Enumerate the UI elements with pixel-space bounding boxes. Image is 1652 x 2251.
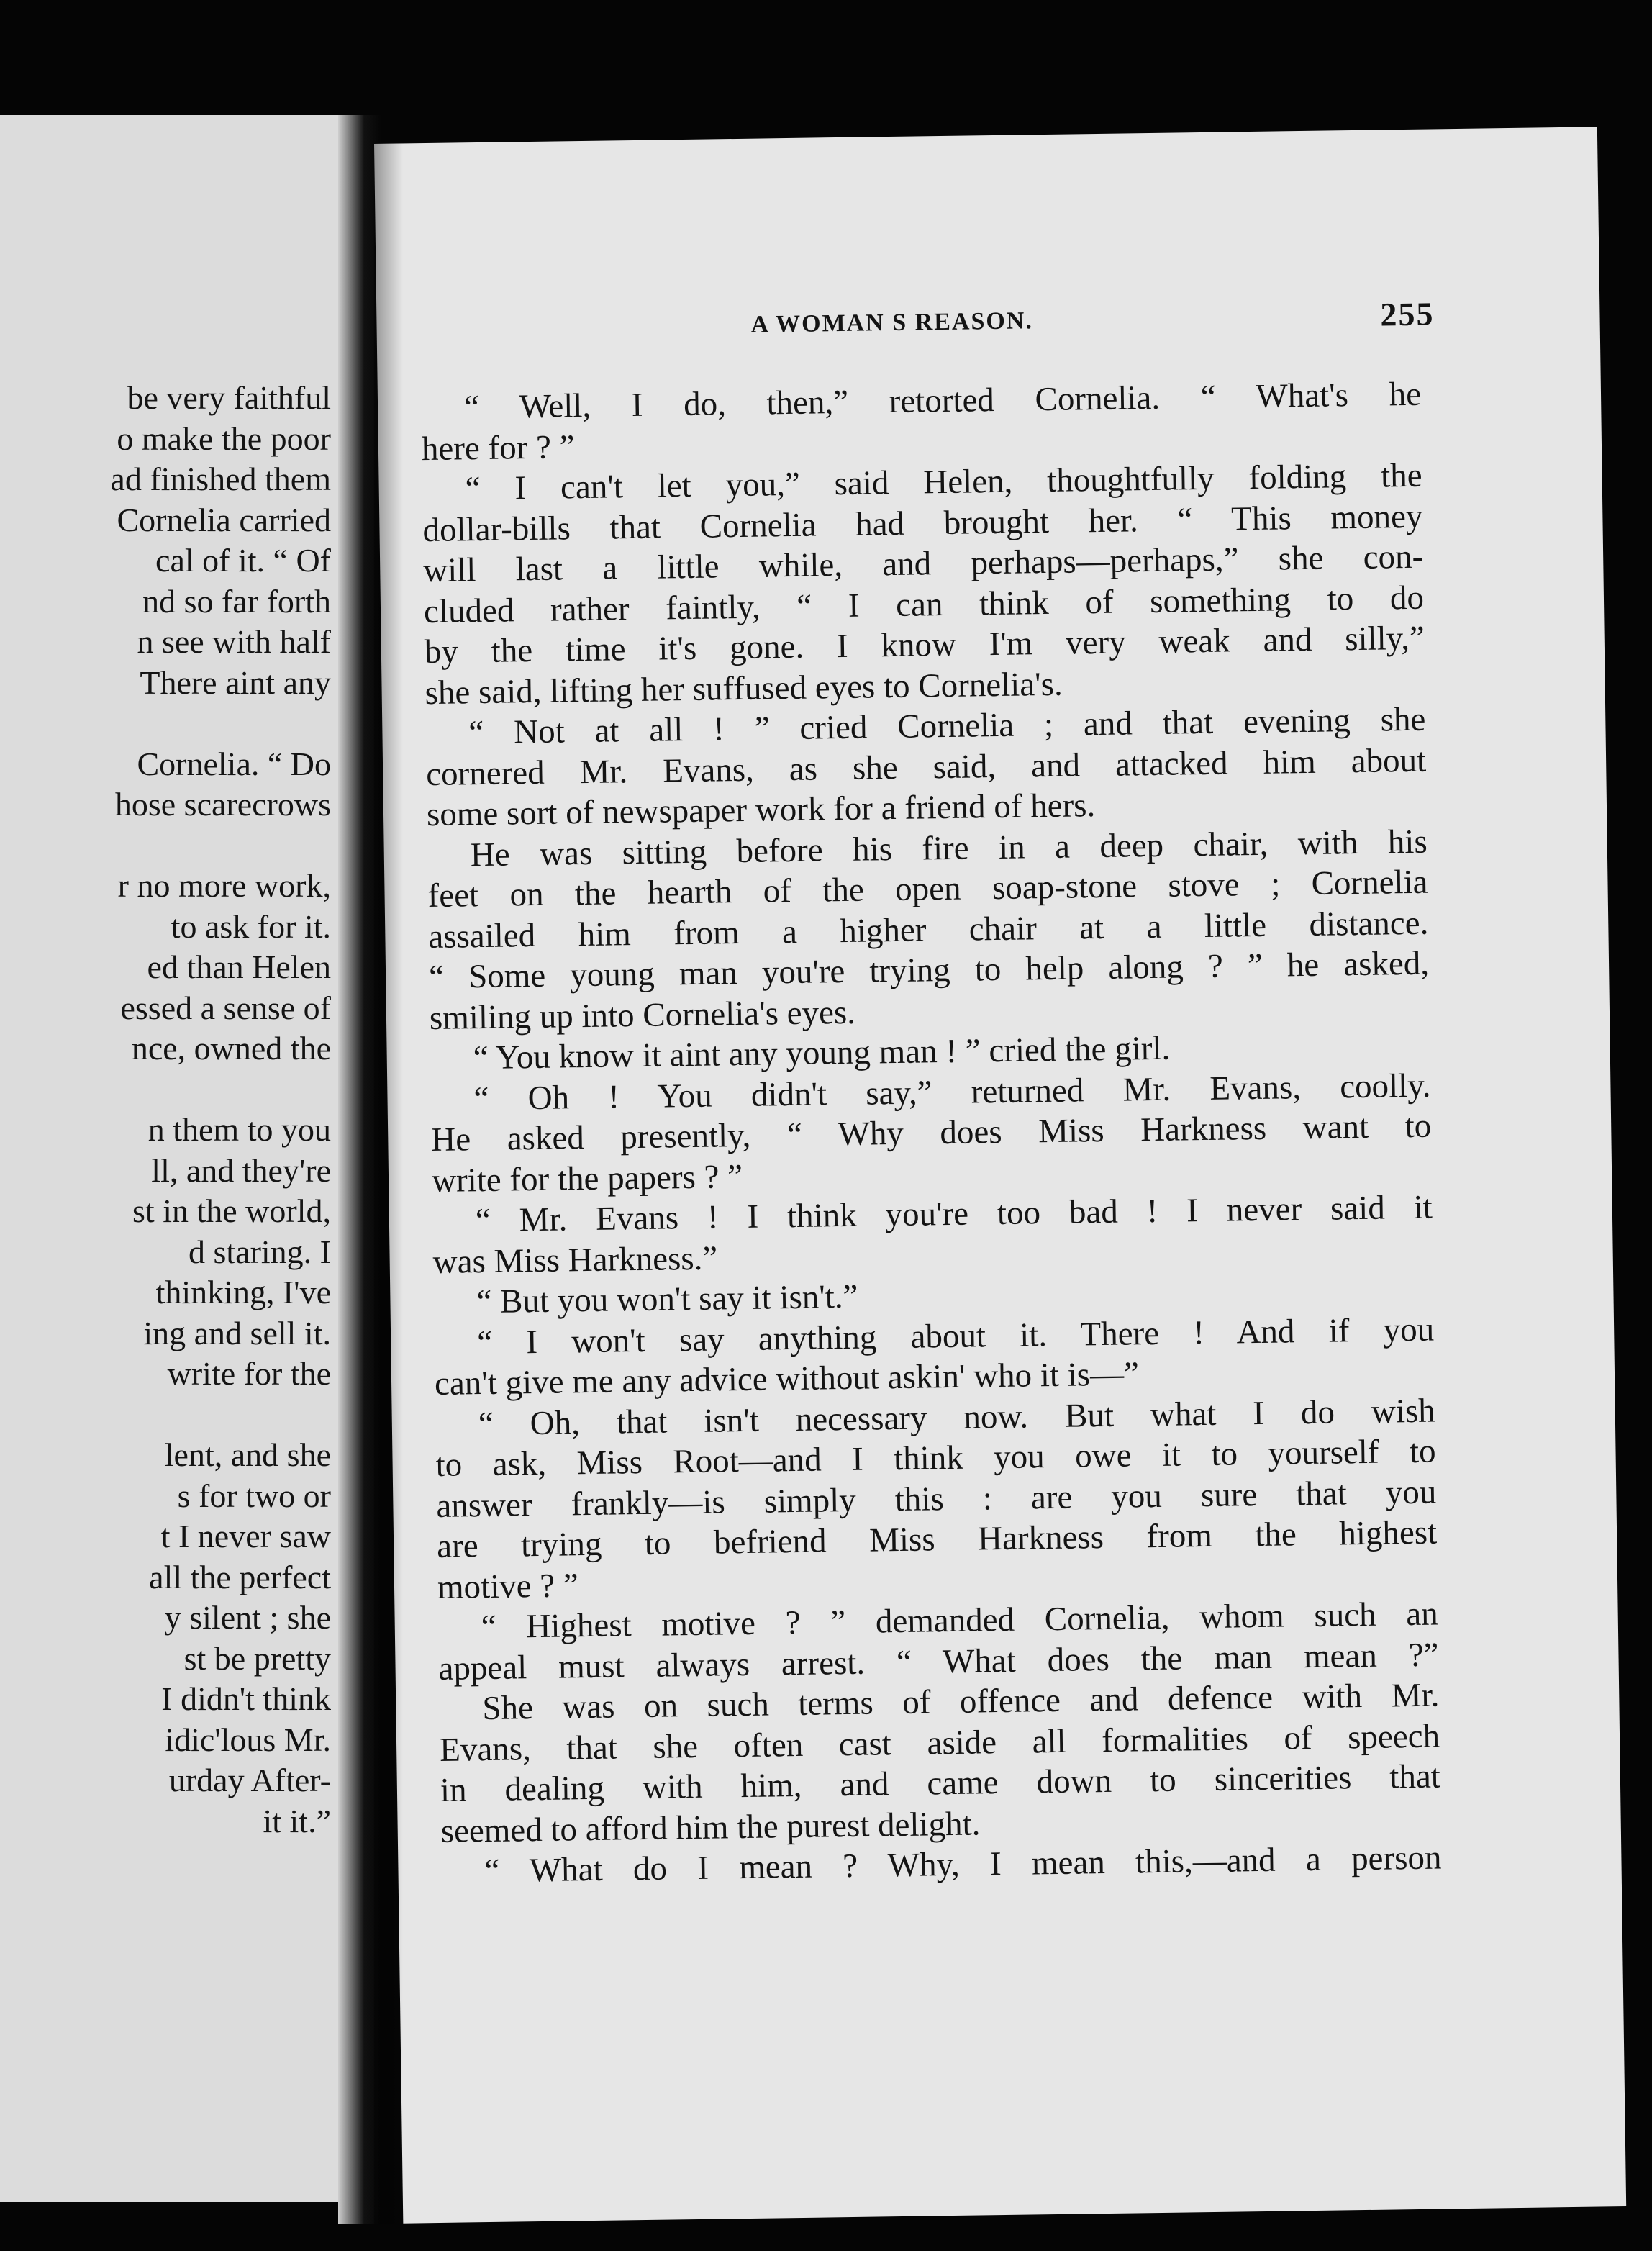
text-line: He asked presently, “ Why does Miss Harkness want to [430,1107,1432,1159]
text-line: will last a little while, and perhaps—perhaps,” she con- [422,538,1424,590]
left-page-line: r no more work, [117,867,331,904]
text-line: smiling up into Cornelia's eyes. [429,993,856,1037]
text-line: “ I won't say anything about it. There ! And if you [476,1310,1435,1362]
text-line: “ Oh, that isn't necessary now. But what I do wish [478,1392,1436,1443]
page-edge-shadow [374,144,403,2224]
text-line: “ What do I mean ? Why, I mean this,—and a person [484,1839,1442,1890]
left-page-line: st in the world, [132,1192,331,1229]
left-page [0,115,345,2202]
text-line: can't give me any advice without askin' who it is—” [434,1355,1140,1403]
left-page-line: st be pretty [183,1639,331,1677]
left-page-line: s for two or [177,1477,331,1514]
left-page-line: cal of it. “ Of [155,542,331,579]
running-header [750,295,1435,338]
text-line: here for ? ” [421,427,575,468]
left-page-line: idic'lous Mr. [165,1721,331,1758]
text-line: cluded rather faintly, “ I can think of something to do [423,579,1425,630]
left-page-line: hose scarecrows [114,786,331,823]
text-line: “ Highest motive ? ” demanded Cornelia, whom such an [481,1595,1439,1647]
left-page-line [0,703,331,744]
text-line: dollar-bills that Cornelia had brought her. “ This money [422,497,1423,549]
left-page-line: lent, and she [164,1436,331,1473]
left-page-line: ing and sell it. [143,1314,331,1351]
left-page-line: write for the [167,1355,331,1392]
text-line: He was sitting before his fire in a deep chair, with his [470,823,1428,874]
left-page-line: thinking, I've [155,1274,331,1310]
text-line: “ Well, I do, then,” retorted Cornelia. “ What's he [463,375,1422,427]
left-page-line [0,1069,331,1110]
left-page-line: There aint any [140,663,331,701]
left-page-line: n them to you [148,1111,331,1148]
left-page-line: o make the poor [117,420,331,457]
left-page-line [0,825,331,866]
left-page-line: t I never saw [160,1518,331,1554]
text-line: She was on such terms of offence and defence with Mr. [482,1676,1440,1728]
text-line: answer frankly—is simply this : are you sure that you [436,1473,1437,1525]
text-line: “ Oh ! You didn't say,” returned Mr. Evans, coolly. [473,1066,1431,1118]
text-line: “ But you won't say it isn't.” [476,1277,858,1321]
text-line: by the time it's gone. I know I'm very weak and silly,” [424,619,1425,671]
body-text [421,374,1442,1893]
left-page-line: it it.” [263,1802,331,1839]
text-line: “ Some young man you're trying to help along ? ” he asked, [428,944,1430,997]
text-line: “ Not at all ! ” cried Cornelia ; and that evening she [468,700,1426,752]
left-page-line: ll, and they're [151,1151,331,1189]
text-line: cornered Mr. Evans, as she said, and attacked him about [425,741,1427,793]
running-head-title: A WOMAN S REASON. [750,307,1034,338]
text-line: write for the papers ? ” [431,1157,743,1200]
left-page-line: ed than Helen [147,948,331,985]
left-page-line: nd so far forth [142,582,331,620]
text-line: was Miss Harkness.” [432,1238,718,1281]
left-page-text [0,378,331,1842]
text-line: to ask, Miss Root—and I think you owe it to yourself to [435,1432,1436,1484]
left-page-line: be very faithful [127,379,331,416]
left-page-line: urday After- [168,1762,331,1798]
text-line: “ Mr. Evans ! I think you're too bad ! I never said it [475,1188,1433,1240]
left-page-line: nce, owned the [131,1030,331,1066]
right-page [374,127,1626,2223]
left-page-line: ad finished them [110,461,331,497]
text-line: assailed him from a higher chair at a little distance. [428,904,1429,956]
text-line: “ You know it aint any young man ! ” cried the girl. [473,1029,1171,1077]
left-page-line: essed a sense of [120,989,331,1026]
text-line: Evans, that she often cast aside all formalities of speech [439,1717,1440,1769]
left-page-line: all the perfect [149,1558,331,1595]
text-line: “ I can't let you,” said Helen, thoughtfully folding the [465,456,1422,508]
left-page-line: d staring. I [188,1233,331,1270]
left-page-line: to ask for it. [171,907,331,945]
text-line: feet on the hearth of the open soap-stone stove ; Cornelia [427,863,1428,915]
text-line: appeal must always arrest. “ What does the man mean ?” [438,1636,1439,1688]
left-page-line: Cornelia. “ Do [137,745,331,782]
left-page-line [0,1395,331,1436]
page-number: 255 [1380,295,1435,333]
left-page-line: y silent ; she [164,1599,331,1636]
text-line: motive ? ” [437,1566,579,1606]
left-page-line: Cornelia carried [117,501,331,538]
left-page-line: n see with half [137,623,331,660]
text-line: she said, lifting her suffused eyes to Cornelia's. [425,665,1063,712]
text-line: some sort of newspaper work for a friend of hers. [426,787,1096,834]
left-page-line: I didn't think [161,1680,331,1717]
text-line: in dealing with him, and came down to sincerities that [440,1757,1441,1809]
text-line: are trying to befriend Miss Harkness from the highest [436,1513,1438,1565]
text-line: seemed to afford him the purest delight. [440,1804,981,1850]
